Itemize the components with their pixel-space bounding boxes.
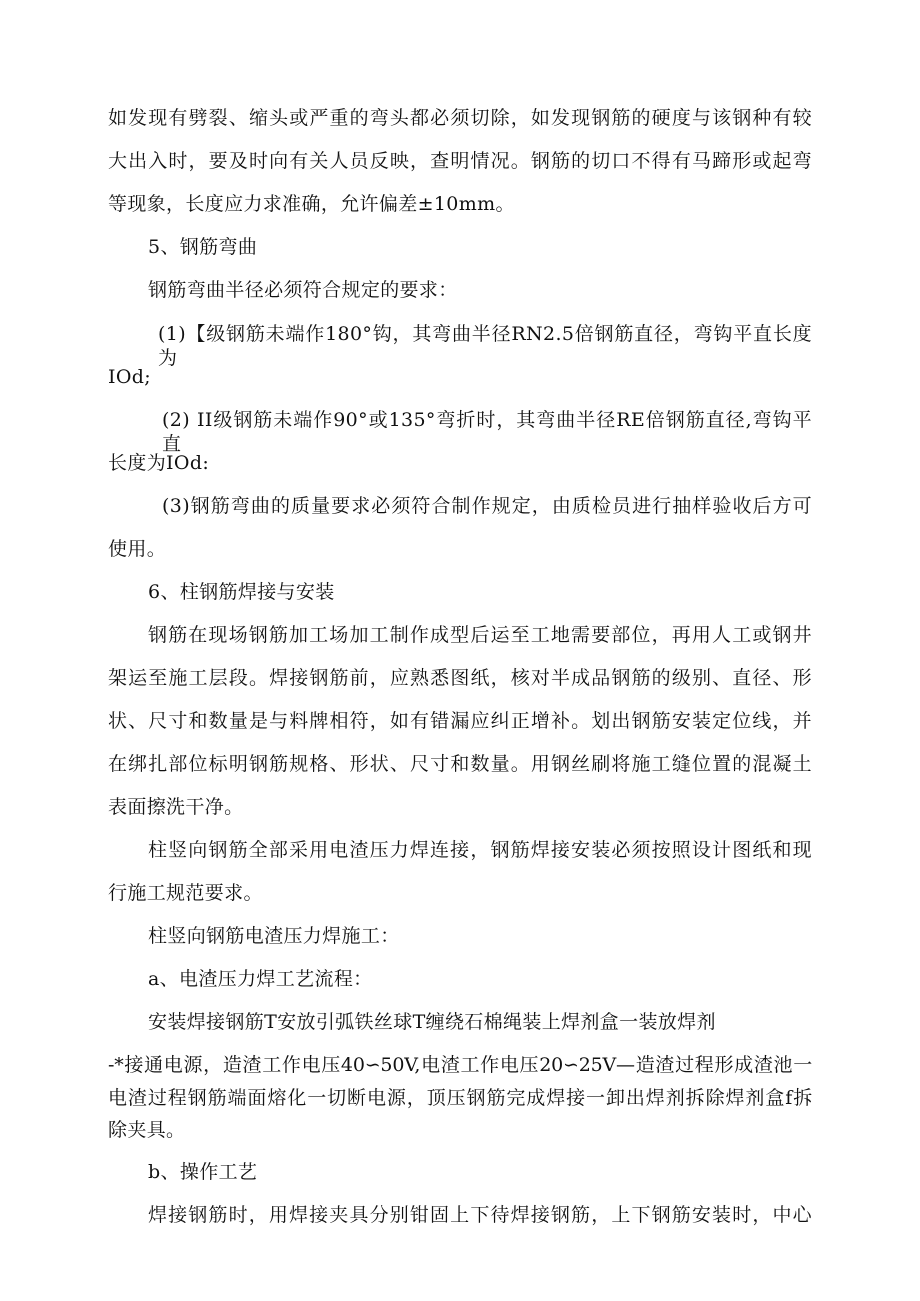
process-flow-line: 除夹具。	[108, 1119, 186, 1141]
list-item-line: 使用。	[108, 538, 167, 560]
paragraph-line: 在绑扎部位标明钢筋规格、形状、尺寸和数量。用钢丝刷将施工缝位置的混凝土	[108, 753, 812, 775]
process-flow-line: 电渣过程钢筋端面熔化一切断电源，顶压钢筋完成焊接一卸出焊剂拆除焊剂盒f拆	[108, 1087, 812, 1109]
paragraph-line: 钢筋在现场钢筋加工场加工制作成型后运至工地需要部位，再用人工或钢井	[148, 624, 812, 646]
paragraph-line: 柱竖向钢筋全部采用电渣压力焊连接，钢筋焊接安装必须按照设计图纸和现	[148, 839, 812, 861]
section-heading: 5、钢筋弯曲	[148, 236, 258, 258]
process-flow-line: -*接通电源，造渣工作电压40∽50V,电渣工作电压20∽25V—造渣过程形成渣池一	[108, 1054, 812, 1076]
paragraph-line: 焊接钢筋时，用焊接夹具分别钳固上下待焊接钢筋，上下钢筋安装时，中心	[148, 1204, 812, 1226]
section-heading: 6、柱钢筋焊接与安装	[148, 581, 335, 603]
paragraph-line: 等现象，长度应力求准确，允许偏差±10mm。	[108, 193, 515, 215]
list-item-line: (3)钢筋弯曲的质量要求必须符合制作规定，由质检员进行抽样验收后方可	[162, 495, 812, 517]
paragraph-line: 如发现有劈裂、缩头或严重的弯头都必须切除，如发现钢筋的硬度与该钢种有较	[108, 107, 812, 129]
list-item-line: (1)【级钢筋未端作180°钩，其弯曲半径RN2.5倍钢筋直径，弯钩平直长度为	[158, 323, 812, 369]
section-heading: a、电渣压力焊工艺流程：	[148, 968, 373, 990]
list-item-line: 长度为IOd:	[108, 452, 210, 474]
paragraph-line: 架运至施工层段。焊接钢筋前，应熟悉图纸，核对半成品钢筋的级别、直径、形	[108, 667, 812, 689]
paragraph-line: 柱竖向钢筋电渣压力焊施工：	[148, 925, 400, 947]
paragraph-line: 钢筋弯曲半径必须符合规定的要求：	[148, 279, 458, 301]
list-item-line: (2) II级钢筋未端作90°或135°弯折时，其弯曲半径RE倍钢筋直径,弯钩平直	[162, 409, 812, 455]
process-flow-line: 安装焊接钢筋T安放引弧铁丝球T缠绕石棉绳装上焊剂盒一装放焊剂	[148, 1011, 716, 1033]
list-item-line: IOd;	[108, 366, 152, 388]
section-heading: b、操作工艺	[148, 1161, 258, 1183]
paragraph-line: 表面擦洗干净。	[108, 796, 244, 818]
paragraph-line: 行施工规范要求。	[108, 882, 263, 904]
paragraph-line: 大出入时，要及时向有关人员反映，查明情况。钢筋的切口不得有马蹄形或起弯	[108, 150, 812, 172]
paragraph-line: 状、尺寸和数量是与料牌相符，如有错漏应纠正增补。划出钢筋安装定位线，并	[108, 710, 812, 732]
